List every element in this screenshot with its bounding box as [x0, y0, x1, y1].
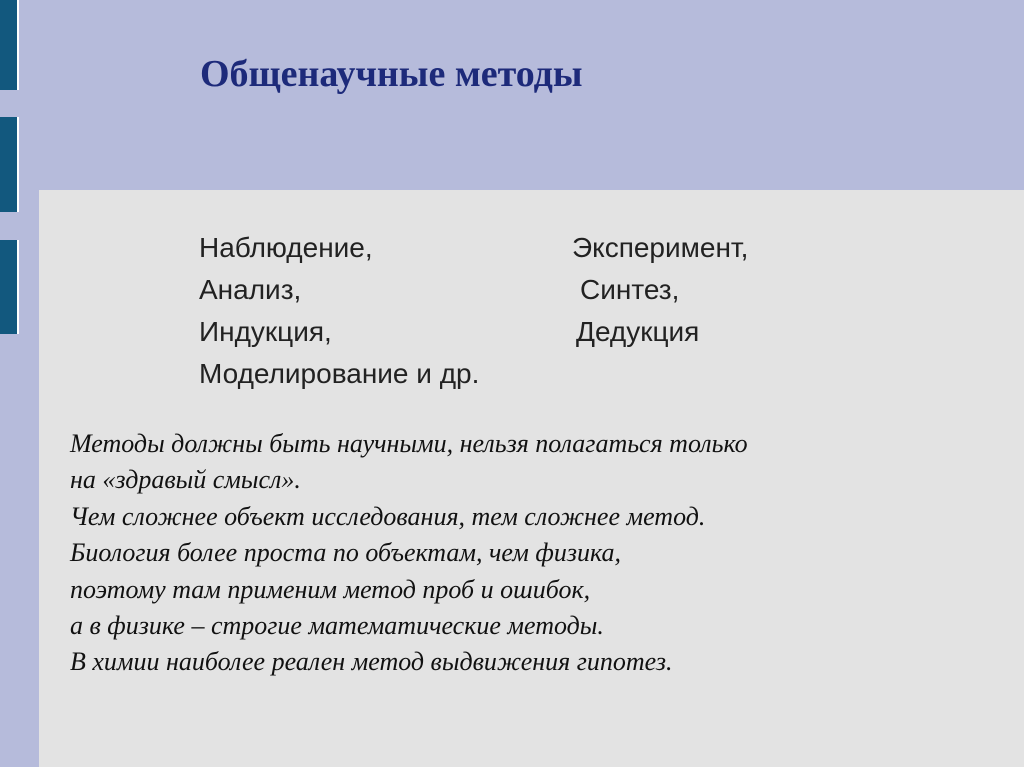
paragraph-line: Биология более проста по объектам, чем физика,: [70, 538, 621, 568]
paragraph-line: В химии наиболее реален метод выдвижения гипотез.: [70, 647, 673, 677]
content-panel: [39, 190, 1024, 767]
paragraph-line: Методы должны быть научными, нельзя полагаться только: [70, 429, 748, 458]
paragraph-line: Чем сложнее объект исследования, тем сложнее метод.: [70, 501, 706, 531]
paragraph-line: поэтому там применим метод проб и ошибок,: [70, 574, 591, 604]
method-deduction: Дедукция: [576, 316, 700, 347]
method-experiment: Эксперимент,: [572, 232, 749, 263]
method-synthesis: Синтез,: [580, 274, 680, 305]
left-strip: [0, 0, 20, 767]
accent-bar-middle: [0, 117, 19, 212]
slide-title: Общенаучные методы: [200, 53, 583, 95]
accent-bar-bottom: [0, 240, 19, 334]
method-analysis: Анализ,: [199, 274, 302, 305]
paragraph-line: на «здравый смысл».: [70, 465, 301, 495]
method-observation: Наблюдение,: [199, 232, 373, 263]
accent-bar-top: [0, 0, 19, 90]
paragraph-line: а в физике – строгие математические методы.: [70, 611, 604, 641]
methods-paragraph: [70, 426, 990, 681]
method-induction: Индукция,: [199, 316, 332, 347]
methods-list: [39, 190, 1024, 390]
method-modeling: Моделирование и др.: [199, 358, 480, 389]
